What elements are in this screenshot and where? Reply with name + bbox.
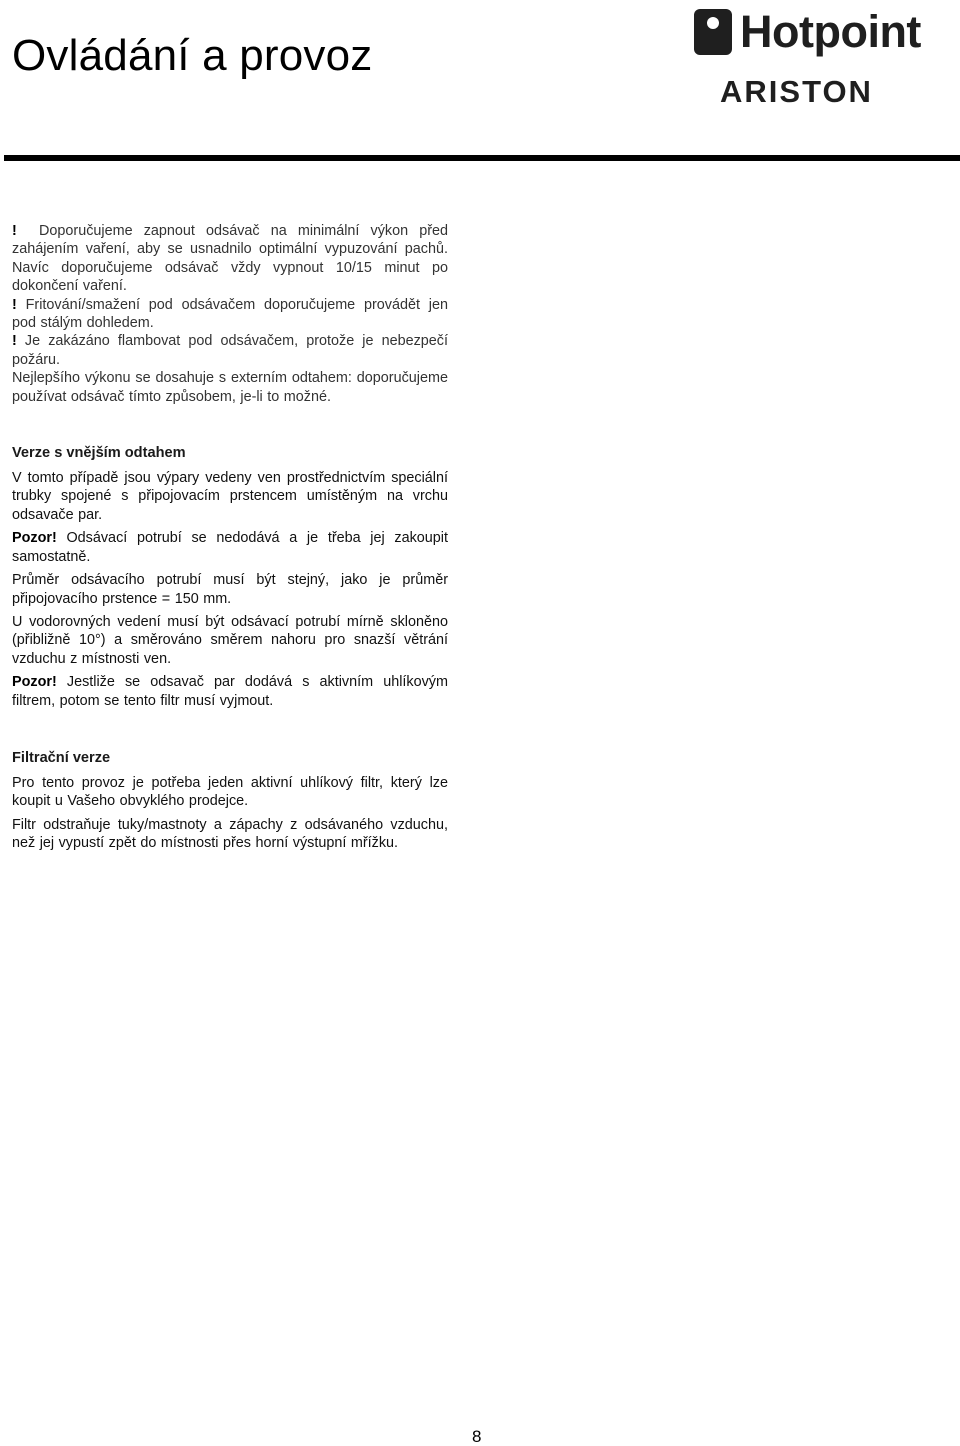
- brand-logo: [694, 8, 944, 112]
- section-title-external: Verze s vnějším odtahem: [12, 445, 186, 462]
- warning-label: Pozor!: [12, 530, 57, 547]
- section-title-filter: Filtrační verze: [12, 749, 111, 766]
- external-paragraph-2-text: Odsávací potrubí se nedodává a je třeba jej zakoupit samostatně.: [12, 530, 448, 565]
- intro-paragraph-2: [12, 296, 448, 333]
- intro-paragraph-4: Nejlepšího výkonu se dosahuje s externím odtahem: doporučujeme používat odsávač tímto způsobem, je-li to možné.: [12, 370, 448, 405]
- bullet-marker: !: [12, 333, 17, 350]
- section-filter-version: [12, 749, 448, 853]
- section-external-vent: [12, 444, 448, 710]
- filter-paragraph-2: Filtr odstraňuje tuky/mastnoty a zápachy z odsávaného vzduchu, než jej vypustí zpět do místnosti přes horní výstupní mřížku.: [12, 816, 448, 852]
- page-title: Ovládání a provoz: [12, 31, 373, 80]
- warning-label: Pozor!: [12, 674, 57, 691]
- intro-paragraph-3-text: Je zakázáno flambovat pod odsávačem, protože je nebezpečí požáru.: [12, 333, 449, 368]
- external-paragraph-3: Průměr odsávacího potrubí musí být stejný, jako je průměr připojovacího prstence = 150 mm.: [12, 572, 448, 607]
- intro-notes: [12, 222, 448, 406]
- intro-paragraph-1: [12, 222, 448, 296]
- external-paragraph-5: [12, 673, 448, 710]
- intro-paragraph-3: [12, 332, 448, 369]
- bullet-marker: !: [12, 223, 17, 239]
- hotpoint-mark-icon: [694, 9, 732, 55]
- main-content: [12, 222, 448, 858]
- brand-name-secondary: ARISTON: [720, 74, 873, 109]
- intro-paragraph-1-text: Doporučujeme zapnout odsávač na minimální výkon před zahájením vaření, aby se usnadnilo optimální vypuzování pachů. Navíc doporučujeme odsávač vždy vypnout 10/15 minut po dokončení vaření.: [12, 223, 449, 295]
- brand-name-primary: Hotpoint: [740, 6, 921, 57]
- page-number: 8: [472, 1427, 482, 1446]
- filter-paragraph-1: Pro tento provoz je potřeba jeden aktivní uhlíkový filtr, který lze koupit u Vašeho obvyklého prodejce.: [12, 774, 448, 810]
- external-paragraph-2: [12, 529, 448, 566]
- brand-logo-row: [694, 8, 921, 56]
- bullet-marker: !: [12, 296, 17, 313]
- external-paragraph-5-text: Jestliže se odsavač par dodává s aktivním uhlíkovým filtrem, potom se tento filtr musí vyjmout.: [12, 674, 448, 709]
- external-paragraph-1: V tomto případě jsou výpary vedeny ven prostřednictvím speciální trubky spojené s připojovacím prstencem umístěným na vrchu odsavače par.: [12, 470, 448, 523]
- intro-paragraph-2-text: Fritování/smažení pod odsávačem doporučujeme provádět jen pod stálým dohledem.: [12, 296, 448, 332]
- header-divider: [4, 155, 960, 161]
- external-paragraph-4: U vodorovných vedení musí být odsávací potrubí mírně skloněno (přibližně 10°) a směrováno směrem nahoru pro snazší větrání vzduchu z místnosti ven.: [12, 613, 448, 667]
